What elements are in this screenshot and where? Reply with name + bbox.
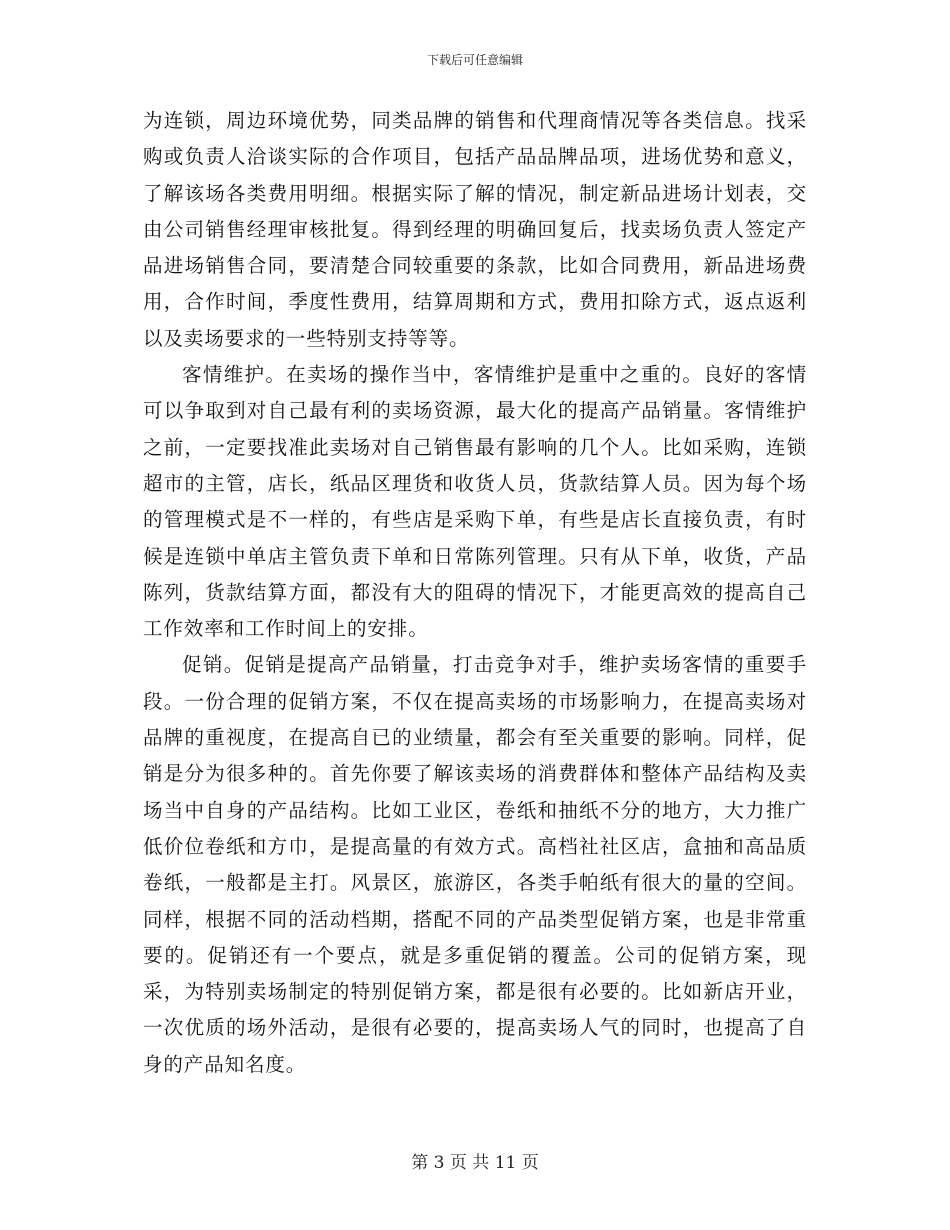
paragraph-continuation: 为连锁，周边环境优势，同类品牌的销售和代理商情况等各类信息。找采购或负责人洽谈实际的合作项目，包括产品品牌品项，进场优势和意义，了解该场各类费用明细。根据实际了解的情况，制定新品进场计划表，交由公司销售经理审核批复。得到经理的明确回复后，找卖场负责人签定产品进场销售合同，要清楚合同较重要的条款，比如合同费用，新品进场费用，合作时间，季度性费用，结算周期和方式，费用扣除方式，返点返利以及卖场要求的一些特别支持等等。 — [143, 109, 807, 350]
paragraph-promotion: 促销。促销是提高产品销量，打击竞争对手，维护卖场客情的重要手段。一份合理的促销方案，不仅在提高卖场的市场影响力，在提高卖场对品牌的重视度，在提高自已的业绩量，都会有至关重要的影响。同样，促销是分为很多种的。首先你要了解该卖场的消费群体和整体产品结构及卖场当中自身的产品结构。比如工业区，卷纸和抽纸不分的地方，大力推广低价位卷纸和方巾，是提高量的有效方式。高档社社区店，盒抽和高品质卷纸，一般都是主打。风景区，旅游区，各类手帕纸有很大的量的空间。同样，根据不同的活动档期，搭配不同的产品类型促销方案，也是非常重要的。促销还有一个要点，就是多重促销的覆盖。公司的促销方案，现采，为特别卖场制定的特别促销方案，都是很有必要的。比如新店开业，一次优质的场外活动，是很有必要的，提高卖场人气的同时，也提高了自身的产品知名度。 — [143, 653, 807, 1076]
page-header — [0, 52, 950, 68]
paragraph-customer-relations: 客情维护。在卖场的操作当中，客情维护是重中之重的。良好的客情可以争取到对自己最有利的卖场资源，最大化的提高产品销量。客情维护之前，一定要找准此卖场对自己销售最有影响的几个人。比如采购，连锁超市的主管，店长，纸品区理货和收货人员，货款结算人员。因为每个场的管理模式是不一样的，有些店是采购下单，有些是店长直接负责，有时候是连锁中单店主管负责下单和日常陈列管理。只有从下单，收货，产品陈列，货款结算方面，都没有大的阻碍的情况下，才能更高效的提高自己工作效率和工作时间上的安排。 — [143, 363, 807, 641]
download-note: 下载后可任意编辑 — [426, 53, 523, 67]
document-body — [143, 103, 807, 1083]
page-footer — [0, 1152, 950, 1174]
page-number: 第 3 页 共 11 页 — [411, 1153, 539, 1173]
